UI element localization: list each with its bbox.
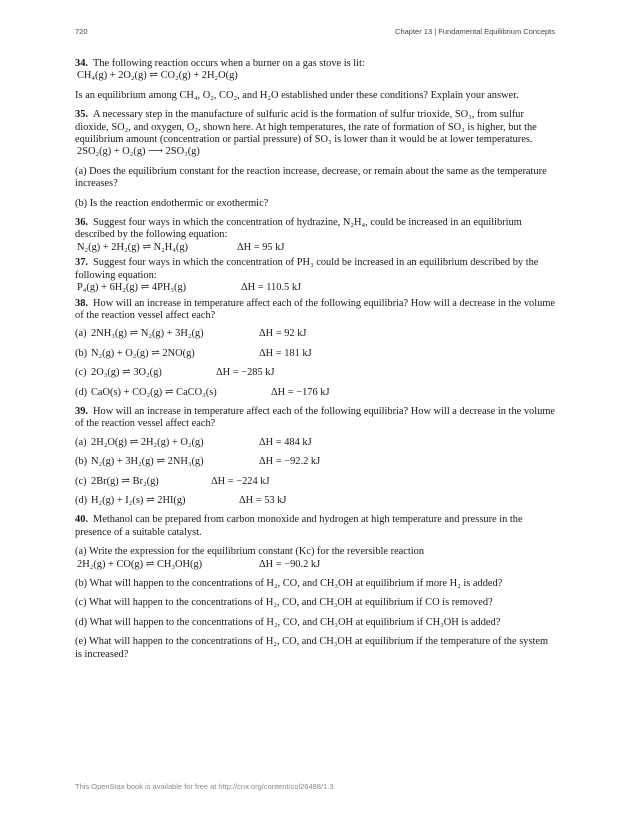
enthalpy: ΔH = −92.2 kJ bbox=[259, 456, 321, 468]
item-label: (a) bbox=[75, 328, 87, 340]
question-40-part-d: (d) What will happen to the concentrations of H₂, CO, and CH₃OH at equilibrium if CH₃OH is added? bbox=[75, 616, 501, 628]
equilibrium-item bbox=[75, 328, 557, 340]
item-label: (d) bbox=[75, 386, 88, 398]
question-39 bbox=[75, 406, 557, 431]
item-label: (d) bbox=[75, 494, 88, 506]
question-40-part-b: (b) What will happen to the concentrations of H₂, CO, and CH₃OH at equilibrium if more H₂ is added? bbox=[75, 578, 503, 589]
question-40-part-c: (c) What will happen to the concentrations of H₂, CO, and CH₃OH at equilibrium if CO is removed? bbox=[75, 597, 493, 609]
equilibrium-item bbox=[75, 367, 557, 379]
question-text: Suggest four ways in which the concentration of hydrazine, N₂H₄, could be increased in an equilibrium described by the following equation: bbox=[75, 217, 522, 241]
question-number: 37. bbox=[75, 257, 88, 269]
question-text: The following reaction occurs when a burner on a gas stove is lit: bbox=[93, 58, 365, 69]
reaction: 2Br(g) ⇌ Br₂(g) bbox=[91, 475, 159, 487]
reaction: P₄(g) + 6H₂(g) ⇌ 4PH₃(g) bbox=[77, 282, 187, 294]
reaction: N₂(g) + 3H₂(g) ⇌ 2NH₃(g) bbox=[91, 456, 204, 468]
enthalpy: ΔH = −285 kJ bbox=[216, 367, 275, 379]
equilibrium-item bbox=[75, 456, 557, 468]
item-label: (c) bbox=[75, 475, 87, 487]
question-number: 34. bbox=[75, 58, 88, 69]
equation-40 bbox=[77, 559, 557, 571]
question-text: Methanol can be prepared from carbon monoxide and hydrogen at high temperature and pressure in the presence of a suitable catalyst. bbox=[75, 514, 523, 538]
question-number: 39. bbox=[75, 405, 88, 417]
enthalpy: ΔH = 53 kJ bbox=[239, 494, 287, 506]
equilibrium-item bbox=[75, 348, 557, 360]
question-number: 36. bbox=[75, 217, 88, 229]
equation-35: 2SO₂(g) + O₂(g) ⟶ 2SO₃(g) bbox=[77, 146, 200, 158]
question-text: Suggest four ways in which the concentration of PH₃ could be increased in an equilibrium described by the following equation: bbox=[75, 257, 539, 281]
enthalpy: ΔH = 95 kJ bbox=[237, 241, 285, 253]
enthalpy: ΔH = −90.2 kJ bbox=[259, 558, 321, 570]
question-40 bbox=[75, 514, 557, 539]
equilibrium-item bbox=[75, 387, 557, 399]
enthalpy: ΔH = 181 kJ bbox=[259, 347, 312, 359]
question-text: How will an increase in temperature affect each of the following equilibria? How will a decrease in the volume of the reaction vessel affect each? bbox=[75, 297, 556, 321]
question-40-part-a: (a) Write the expression for the equilibrium constant (Kc) for the reversible reaction bbox=[75, 546, 425, 558]
reaction: 2NH₃(g) ⇌ N₂(g) + 3H₂(g) bbox=[91, 328, 204, 340]
question-36 bbox=[75, 217, 557, 242]
question-37 bbox=[75, 257, 557, 282]
question-34 bbox=[75, 58, 557, 70]
question-number: 35. bbox=[75, 109, 88, 121]
reaction: CaO(s) + CO₂(g) ⇌ CaCO₃(s) bbox=[91, 386, 217, 398]
question-34-prompt: Is an equilibrium among CH₄, O₂, CO₂, and H₂O established under these conditions? Explain your answer. bbox=[75, 89, 519, 101]
reaction: H₂(g) + I₂(s) ⇌ 2HI(g) bbox=[91, 494, 186, 506]
chapter-header: Chapter 13 | Fundamental Equilibrium Concepts bbox=[395, 27, 555, 36]
equation-34: CH₄(g) + 2O₂(g) ⇌ CO₂(g) + 2H₂O(g) bbox=[77, 70, 238, 82]
reaction: N₂(g) + O₂(g) ⇌ 2NO(g) bbox=[91, 347, 195, 359]
enthalpy: ΔH = 92 kJ bbox=[259, 328, 307, 340]
equation-37 bbox=[77, 282, 557, 294]
question-35-part-a: (a) Does the equilibrium constant for the reaction increase, decrease, or remain about the same as the temperature increases? bbox=[75, 165, 547, 190]
question-35-part-b: (b) Is the reaction endothermic or exothermic? bbox=[75, 197, 269, 209]
page-footer: This OpenStax book is available for free at http://cnx.org/content/col26488/1.3 bbox=[75, 782, 334, 791]
reaction: 2H₂(g) + CO(g) ⇌ CH₃OH(g) bbox=[77, 558, 203, 570]
page-number: 720 bbox=[75, 27, 88, 36]
reaction: 2H₂O(g) ⇌ 2H₂(g) + O₂(g) bbox=[91, 436, 204, 448]
enthalpy: ΔH = −176 kJ bbox=[271, 386, 330, 398]
enthalpy: ΔH = −224 kJ bbox=[211, 475, 270, 487]
enthalpy: ΔH = 484 kJ bbox=[259, 436, 312, 448]
question-35 bbox=[75, 109, 557, 146]
item-label: (b) bbox=[75, 456, 88, 468]
equilibrium-item bbox=[75, 495, 557, 507]
question-number: 40. bbox=[75, 514, 88, 526]
equilibrium-item bbox=[75, 437, 557, 449]
equation-36 bbox=[77, 242, 557, 254]
question-40-part-e: (e) What will happen to the concentrations of H₂, CO, and CH₃OH at equilibrium if the temperature of the system is increased? bbox=[75, 636, 549, 660]
question-38 bbox=[75, 298, 557, 323]
equilibrium-item bbox=[75, 476, 557, 488]
question-text: A necessary step in the manufacture of sulfuric acid is the formation of sulfur trioxide, SO₃, from sulfur dioxide, SO₂, and oxygen, O₂, shown here. At high temperatures, the rate of formation of SO₃ is higher, but the equilibrium amount (concentration or partial pressure) of SO₃ is lower than it would be at lower temperatures. bbox=[75, 109, 537, 146]
reaction: N₂(g) + 2H₂(g) ⇌ N₂H₄(g) bbox=[77, 241, 189, 253]
item-label: (a) bbox=[75, 436, 87, 448]
item-label: (b) bbox=[75, 347, 88, 359]
question-text: How will an increase in temperature affect each of the following equilibria? How will a decrease in the volume of the reaction vessel affect each? bbox=[75, 405, 556, 430]
enthalpy: ΔH = 110.5 kJ bbox=[241, 282, 302, 294]
reaction: 2O₃(g) ⇌ 3O₂(g) bbox=[91, 367, 162, 379]
question-number: 38. bbox=[75, 297, 88, 309]
item-label: (c) bbox=[75, 367, 87, 379]
exercise-list bbox=[75, 58, 557, 668]
